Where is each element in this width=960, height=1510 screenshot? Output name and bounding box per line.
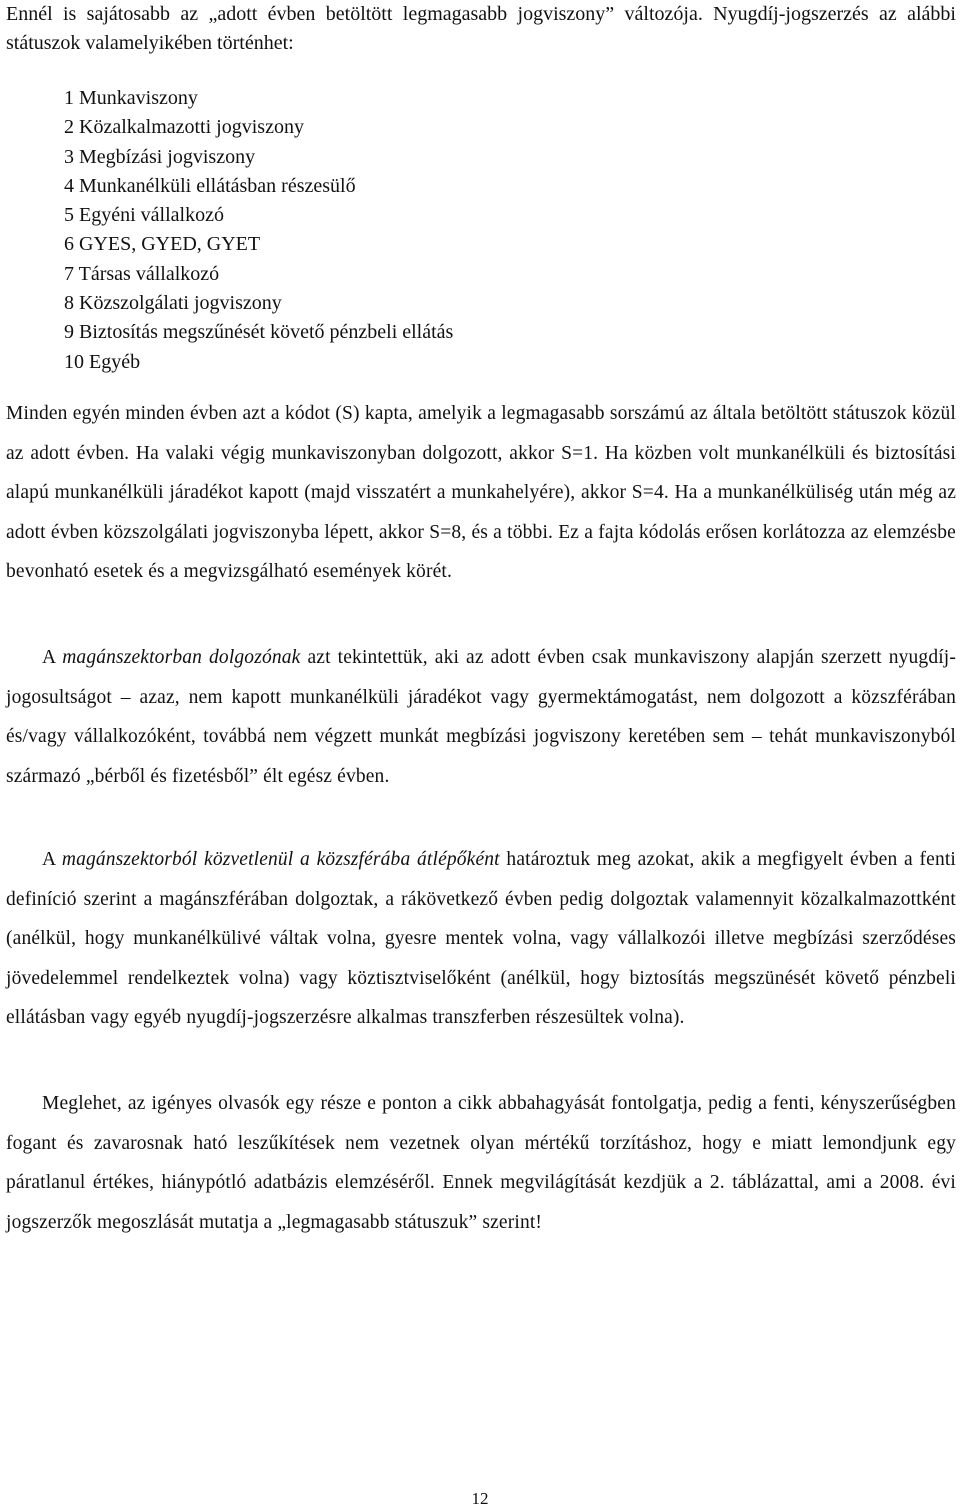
private-sector-definition-paragraph bbox=[6, 638, 956, 796]
status-item-4: 4 Munkanélküli ellátásban részesülő bbox=[64, 174, 356, 197]
reader-note-paragraph: Meglehet, az igényes olvasók egy része e ponton a cikk abbahagyását fontolgatja, pedig a fenti, kényszerűségben fogant és zavarosnak ható leszűkítések nem vezetnek olyan mértékű torzításhoz, hogy e miatt lemondjunk egy páratlanul értékes, hiánypótló adatbázis elemzéséről. Ennek megvilágítását kezdjük a 2. táblázattal, ami a 2008. évi jogszerzők megoszlását mutatja a „legmagasabb státuszuk” szerint! bbox=[6, 1093, 956, 1233]
paragraph-lead: A bbox=[42, 849, 62, 870]
status-item-2: 2 Közalkalmazotti jogviszony bbox=[64, 116, 304, 139]
status-item-9: 9 Biztosítás megszűnését követő pénzbeli ellátás bbox=[64, 321, 454, 344]
paragraph-lead: A bbox=[42, 647, 63, 668]
transition-definition-paragraph bbox=[6, 840, 956, 1038]
status-item-3: 3 Megbízási jogviszony bbox=[64, 145, 256, 168]
defined-term: magánszektorból közvetlenül a közszférába átlépőként bbox=[61, 849, 500, 870]
intro-paragraph: Ennél is sajátosabb az „adott évben betöltött legmagasabb jogviszony” változója. Nyugdíj-jogszerzés az alábbi státuszok valamelyikében történhet: bbox=[6, 3, 956, 54]
status-item-5: 5 Egyéni vállalkozó bbox=[64, 204, 224, 227]
status-code-list bbox=[64, 84, 453, 377]
page-number: 12 bbox=[471, 1489, 489, 1508]
status-item-1: 1 Munkaviszony bbox=[64, 87, 198, 109]
status-item-10: 10 Egyéb bbox=[64, 350, 141, 373]
status-item-8: 8 Közszolgálati jogviszony bbox=[64, 292, 282, 315]
paragraph-body: azt tekintettük, aki az adott évben csak munkaviszony alapján szerzett nyugdíj-jogosultságot – azaz, nem kapott munkanélküli járadékot vagy gyermektámogatást, nem dolgozott a közszférában és/vagy vállalkozóként, továbbá nem végzett munkát megbízási jogviszony keretében sem – tehát munkaviszonyból származó „bérből és fizetésből” élt egész évben. bbox=[6, 647, 956, 787]
status-item-7: 7 Társas vállalkozó bbox=[64, 262, 220, 285]
paragraph-body: határoztuk meg azokat, akik a megfigyelt évben a fenti definíció szerint a magánszférában dolgoztak, a rákövetkező évben pedig dolgoztak valamennyit közalkalmazottként (anélkül, hogy munkanélkülivé váltak volna, gyesre mentek volna, vagy vállalkozói illetve megbízási szerződéses jövedelemmel rendelkeztek volna) vagy köztisztviselőként (anélkül, hogy biztosítás megszünését követő pénzbeli ellátásban vagy egyéb nyugdíj-jogszerzésre alkalmas transzferben részesültek volna). bbox=[6, 849, 956, 1028]
status-item-6: 6 GYES, GYED, GYET bbox=[64, 233, 261, 256]
coding-explanation-paragraph: Minden egyén minden évben azt a kódot (S) kapta, amelyik a legmagasabb sorszámú az általa betöltött státuszok közül az adott évben. Ha valaki végig munkaviszonyban dolgozott, akkor S=1. Ha közben volt munkanélküli és biztosítási alapú munkanélküli járadékot kapott (majd visszatért a munkahelyére), akkor S=4. Ha a munkanélküliség után még az adott évben közszolgálati jogviszonyba lépett, akkor S=8, és a többi. Ez a fajta kódolás erősen korlátozza az elemzésbe bevonható esetek és a megvizsgálható események körét. bbox=[6, 403, 956, 582]
defined-term: magánszektorban dolgozónak bbox=[62, 647, 301, 668]
